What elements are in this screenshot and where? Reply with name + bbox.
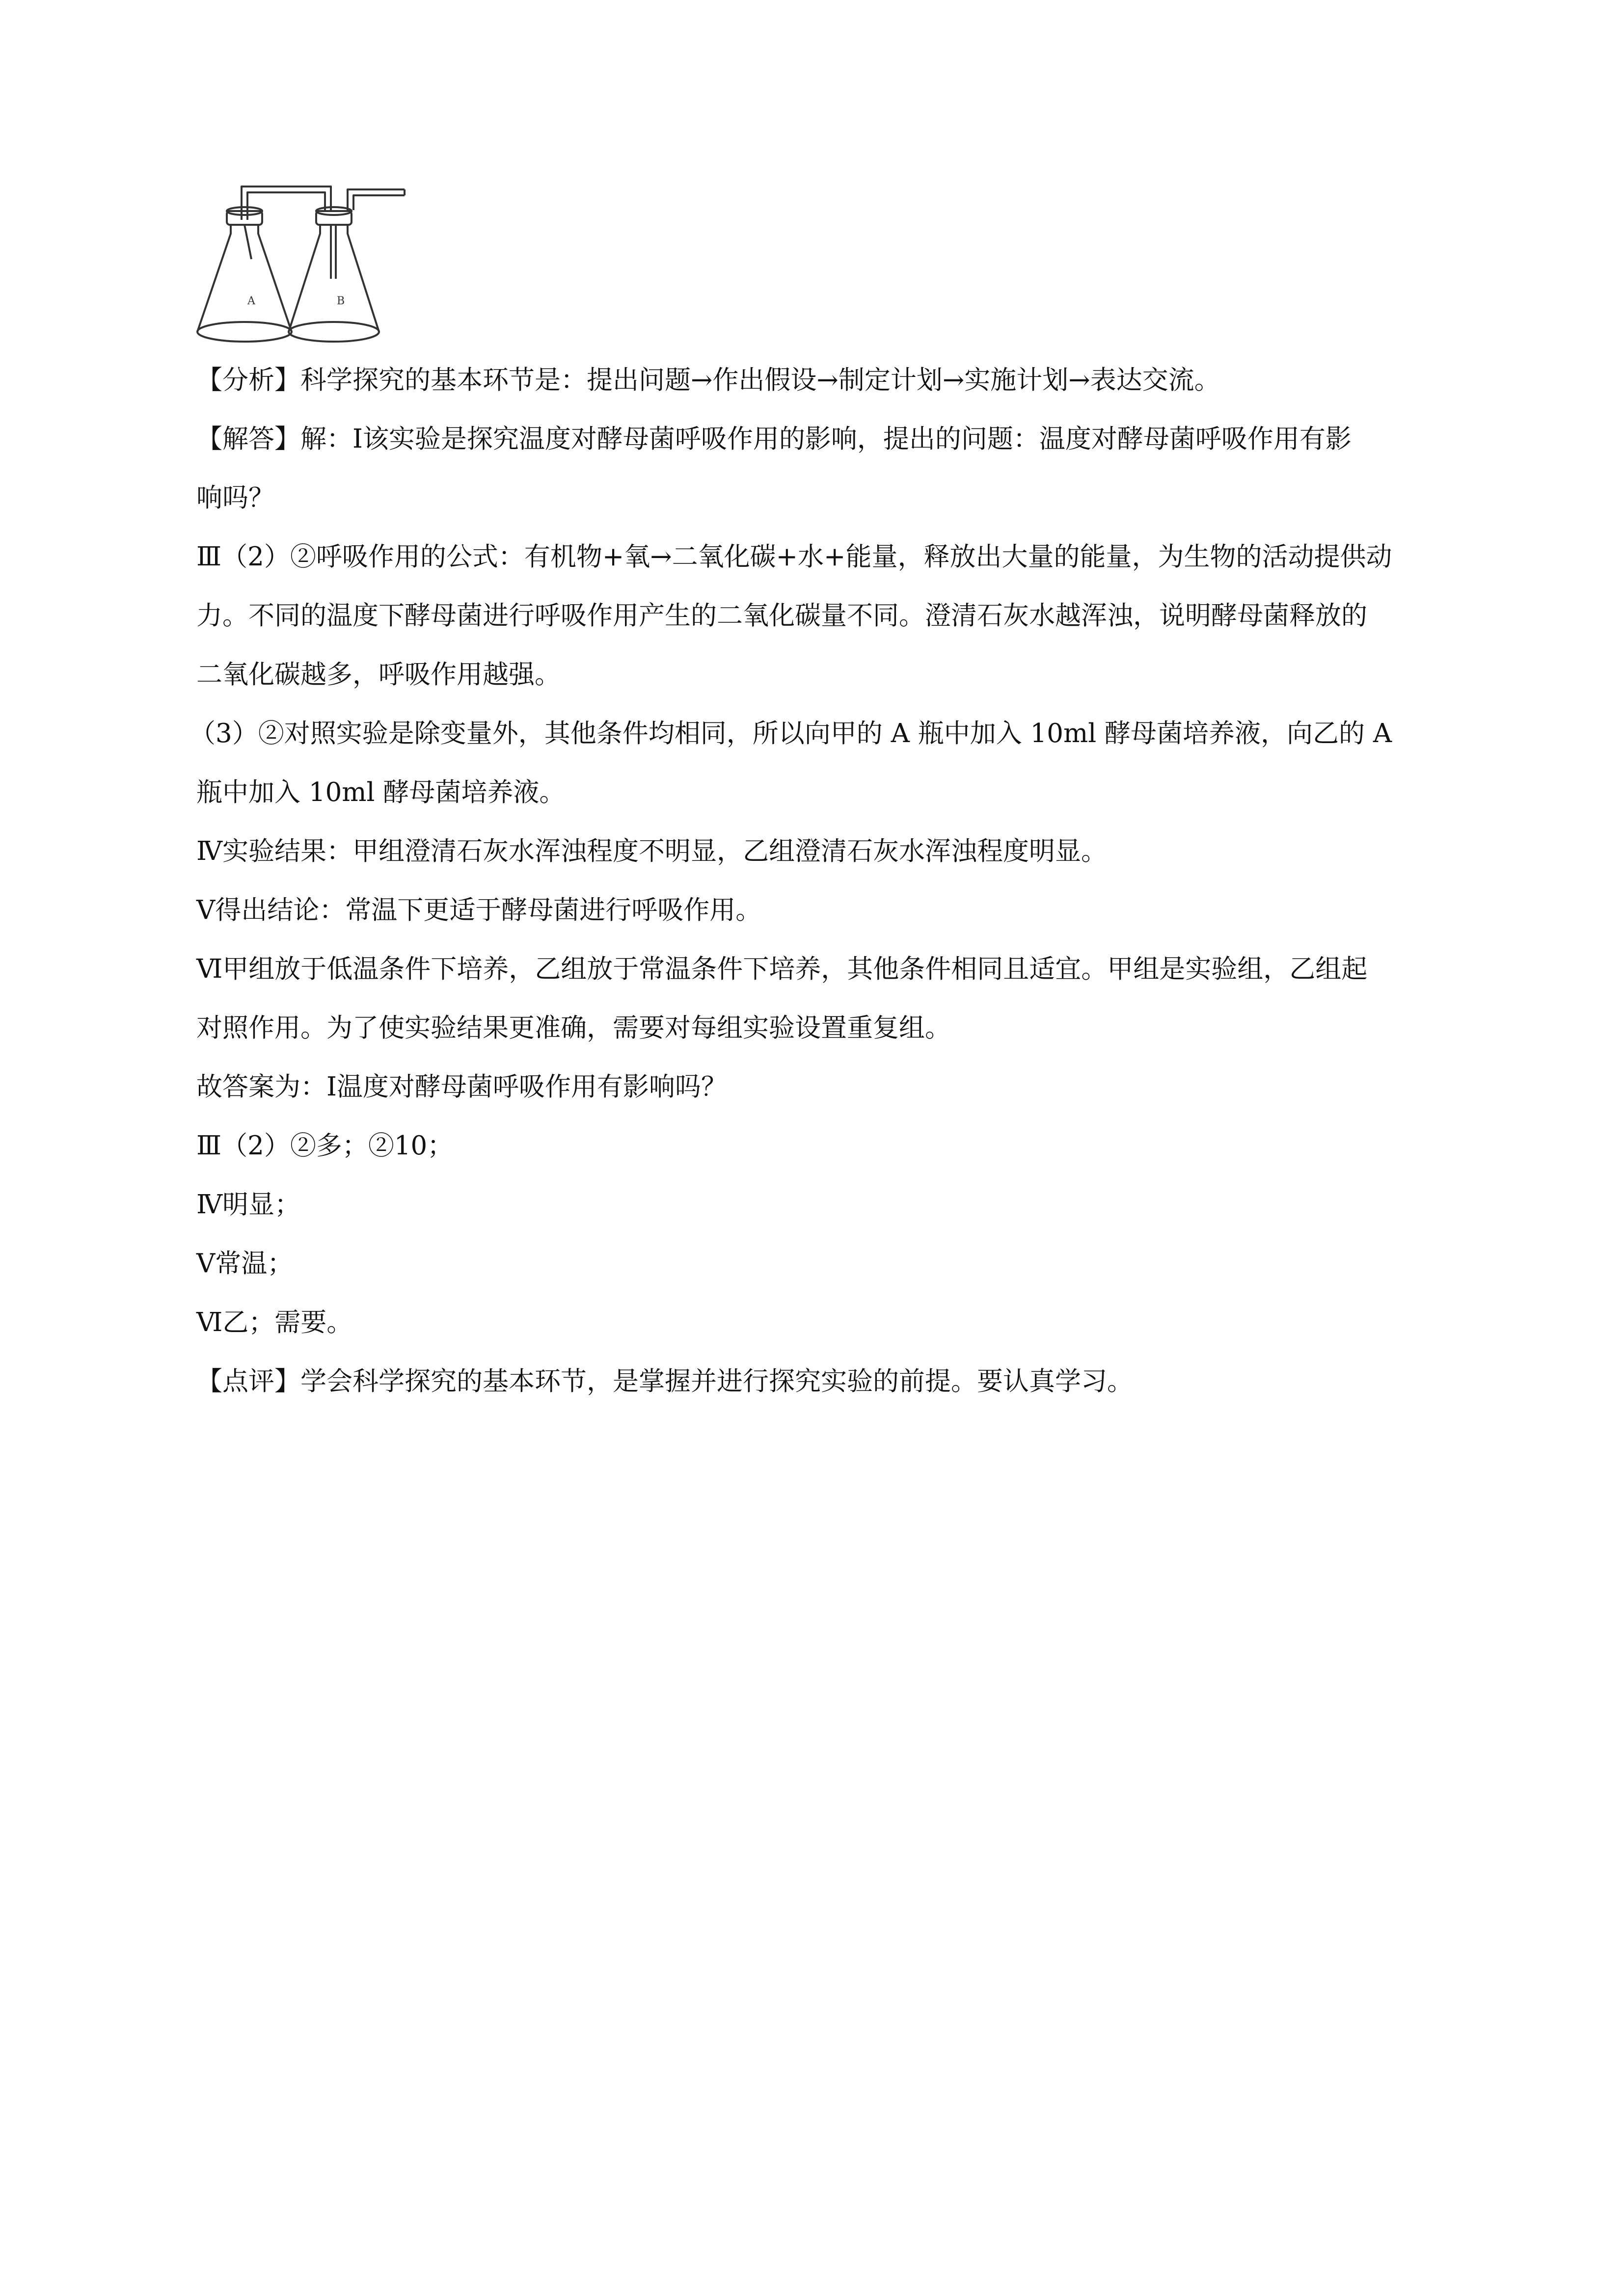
final-answer-line-1: 故答案为：Ⅰ温度对酵母菌呼吸作用有影响吗？: [196, 1072, 727, 1102]
flask-a-label: A: [247, 295, 255, 307]
solution-text: [189, 361, 1473, 1401]
flask-a: [197, 207, 292, 342]
final-answer-line-2: Ⅲ（2）②多；②10；: [196, 1131, 454, 1161]
final-answer-line-4: Ⅴ常温；: [196, 1249, 294, 1279]
result-paragraph: Ⅳ实验结果：甲组澄清石灰水浑浊程度不明显，乙组澄清石灰水浑浊程度明显。: [196, 836, 1107, 866]
step-3-2-line-1: Ⅲ（2）②呼吸作用的公式：有机物+氧→二氧化碳+水+能量，释放出大量的能量，为生物的活动提供动: [196, 542, 1392, 572]
analysis-paragraph: 【分析】科学探究的基本环节是：提出问题→作出假设→制定计划→实施计划→表达交流。: [196, 365, 1220, 395]
answer-intro-line-2: 响吗？: [196, 483, 274, 513]
conclusion-paragraph: Ⅴ得出结论：常温下更适于酵母菌进行呼吸作用。: [196, 895, 762, 925]
comment-paragraph: 【点评】学会科学探究的基本环节，是掌握并进行探究实验的前提。要认真学习。: [196, 1366, 1133, 1396]
flask-b-label: B: [337, 295, 345, 307]
step-3-2-line-2: 力。不同的温度下酵母菌进行呼吸作用产生的二氧化碳量不同。澄清石灰水越浑浊，说明酵母菌释放的: [196, 601, 1367, 631]
outlet-tube: [348, 189, 405, 210]
flask-apparatus-figure: [192, 176, 418, 343]
flask-b: [289, 207, 379, 342]
step-3-3-line-1: （3）②对照实验是除变量外，其他条件均相同，所以向甲的 A 瓶中加入 10ml 酵母菌培养液，向乙的 A: [189, 719, 1392, 748]
final-answer-line-5: Ⅵ乙；需要。: [196, 1308, 353, 1337]
step-3-3-line-2: 瓶中加入 10ml 酵母菌培养液。: [196, 777, 566, 807]
final-answer-line-3: Ⅳ明显；: [196, 1190, 300, 1220]
step-6-line-1: Ⅵ甲组放于低温条件下培养，乙组放于常温条件下培养，其他条件相同且适宜。甲组是实验组，乙组起: [196, 954, 1368, 984]
answer-intro-line-1: 【解答】解：Ⅰ该实验是探究温度对酵母菌呼吸作用的影响，提出的问题：温度对酵母菌呼吸作用有影: [196, 424, 1352, 454]
step-3-2-line-3: 二氧化碳越多，呼吸作用越强。: [196, 660, 561, 690]
step-6-line-2: 对照作用。为了使实验结果更准确，需要对每组实验设置重复组。: [196, 1013, 951, 1043]
